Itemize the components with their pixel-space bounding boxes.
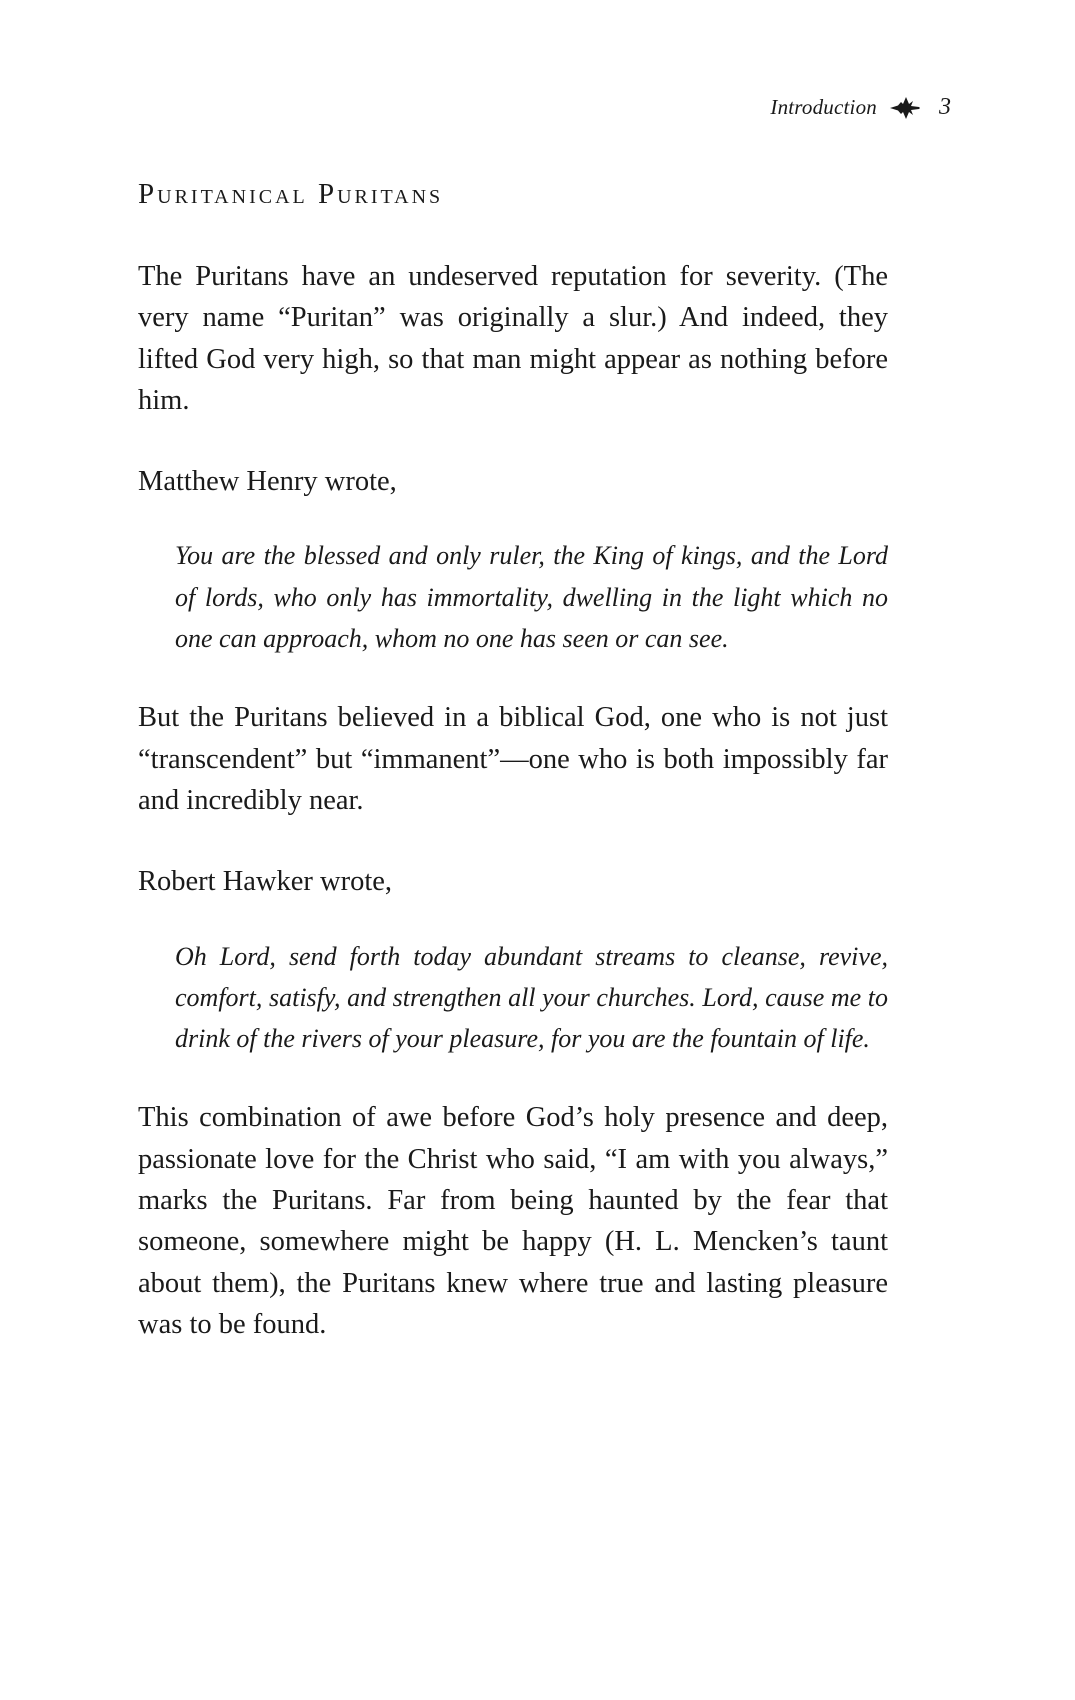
block-quote-robert-hawker: Oh Lord, send forth today abundant streams to cleanse, revive, comfort, satisfy, and strengthen all your churches. Lord, cause me to drink of the rivers of your pleasure, for you are the fountain of life. xyxy=(175,941,888,1054)
paragraph-awe-and-love: This combination of awe before God’s holy presence and deep, passionate love for the Christ who said, “I am with you always,” marks the Puritans. Far from being haunted by the fear that someone, somewhere might be happy (H. L. Mencken’s taunt about them), the Puritans knew where true and lasting pleasure was to be found. xyxy=(138,1102,888,1340)
paragraph-puritan-reputation: The Puritans have an undeserved reputation for severity. (The very name “Puritan” was originally a slur.) And indeed, they lifted God very high, so that man might appear as nothing before him. xyxy=(138,261,888,416)
running-head-title: Introduction xyxy=(770,95,877,119)
running-head xyxy=(770,94,951,121)
section-heading: Puritanical Puritans xyxy=(138,178,444,210)
page-body xyxy=(138,256,888,1385)
paragraph-biblical-god: But the Puritans believed in a biblical God, one who is not just “transcendent” but “immanent”—one who is both impossibly far and incredibly near. xyxy=(138,702,888,816)
fleuron-ornament-icon xyxy=(889,95,923,121)
block-quote-matthew-henry: You are the blessed and only ruler, the King of kings, and the Lord of lords, who only has immortality, dwelling in the light which no one can approach, whom no one has seen or can see. xyxy=(175,541,888,654)
page-number: 3 xyxy=(939,94,951,120)
paragraph-matthew-henry-intro: Matthew Henry wrote, xyxy=(138,466,397,498)
paragraph-robert-hawker-intro: Robert Hawker wrote, xyxy=(138,866,393,898)
